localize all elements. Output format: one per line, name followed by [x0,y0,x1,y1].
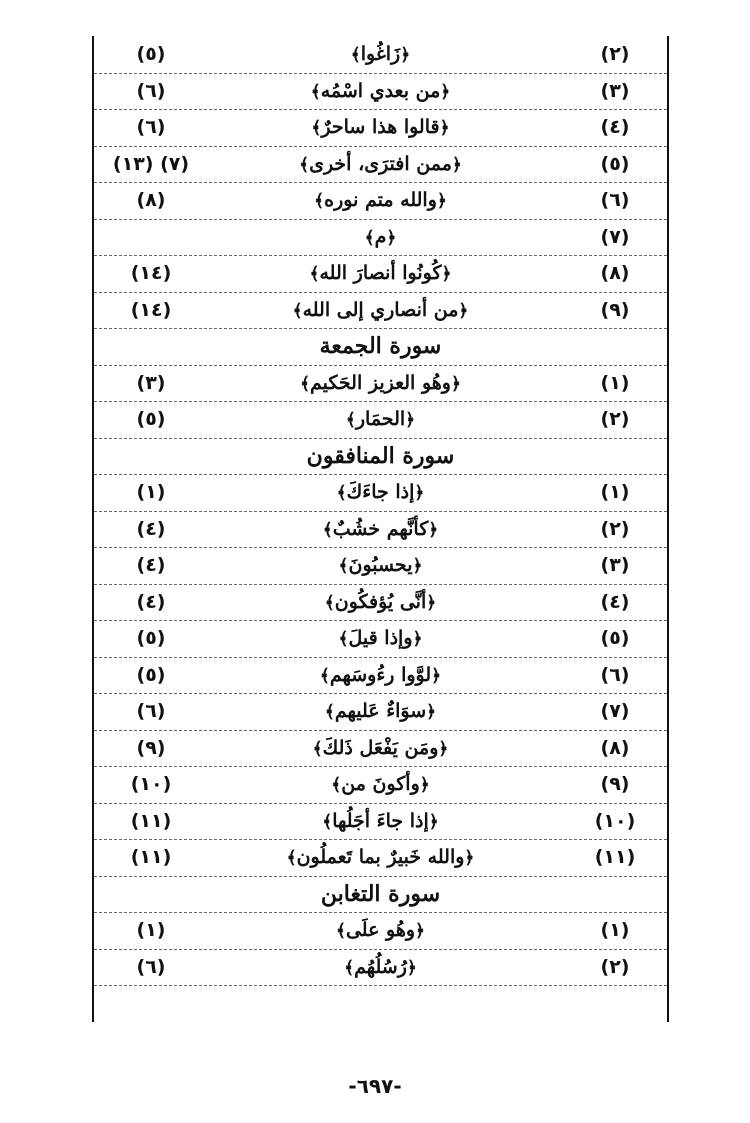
table-row [94,839,667,877]
ornate-bracket-open-icon: ﴿ [464,848,475,869]
reference-number: (١١) [130,846,172,869]
reference-number: (١٤) [130,262,172,285]
reference-number: (٦) [136,700,166,723]
ornate-bracket-close-icon: ﴾ [338,629,349,650]
ornate-bracket-close-icon: ﴾ [319,665,330,686]
reference-number: (١١) [130,809,172,832]
table-row [94,547,667,585]
reference-number: (١) [136,919,166,942]
ornate-bracket-open-icon: ﴿ [406,957,417,978]
surah-title: سورة الجمعة [319,333,442,360]
ornate-bracket-open-icon: ﴿ [415,921,426,942]
phrase-text: كأنَّهم خشُبٌ [332,517,429,540]
reference-number: (٥) [136,627,166,650]
table-row [94,584,667,622]
ornate-bracket-open-icon: ﴿ [386,227,397,248]
ornate-bracket-open-icon: ﴿ [436,191,447,212]
reference-number: (١٠) [130,773,172,796]
phrase-text: قالوا هذا ساحرٌ [321,116,440,139]
verse-number: (٩) [600,298,630,321]
ornate-bracket-open-icon: ﴿ [426,592,437,613]
ornate-bracket-open-icon: ﴿ [451,154,462,175]
phrase-text: رُسُلُهُم [354,955,407,978]
reference-number: (٥) [136,408,166,431]
ornate-bracket-close-icon: ﴾ [322,519,333,540]
reference-number: (١٤) [130,298,172,321]
ornate-bracket-open-icon: ﴿ [428,811,439,832]
verse-number: (٩) [600,773,630,796]
table-row [94,730,667,768]
phrase-text: م [374,225,387,248]
table-row [94,365,667,403]
ornate-bracket-close-icon: ﴾ [350,45,361,66]
table-row [94,36,667,74]
table-row [94,474,667,512]
phrase-text: الحمَار [355,408,406,431]
ornate-bracket-open-icon: ﴿ [439,118,450,139]
verse-number: (١) [600,919,630,942]
ornate-bracket-open-icon: ﴿ [419,775,430,796]
reference-number: (٦) [136,79,166,102]
phrase-text: يحسبُونَ [348,554,413,577]
surah-heading-row [94,328,667,366]
concordance-table [92,36,669,1022]
reference-number: (٥) [136,663,166,686]
ornate-bracket-open-icon: ﴿ [450,373,461,394]
verse-phrase [94,226,667,248]
phrase-text: من أنصاري إلى الله [302,298,459,321]
verse-number: (٣) [600,79,630,102]
verse-number: (٧) [600,225,630,248]
ornate-bracket-close-icon: ﴾ [345,410,356,431]
surah-title: سورة المنافقون [306,442,455,469]
reference-number: (٤) [136,554,166,577]
ornate-bracket-open-icon: ﴿ [405,410,416,431]
ornate-bracket-open-icon: ﴿ [438,738,449,759]
ornate-bracket-close-icon: ﴾ [324,592,335,613]
ornate-bracket-open-icon: ﴿ [428,519,439,540]
phrase-text: ومَن يَفْعَل ذَلكَ [322,736,439,759]
ornate-bracket-open-icon: ﴿ [412,629,423,650]
reference-number: (٦) [136,116,166,139]
table-row [94,620,667,658]
table-row [94,219,667,257]
table-row [94,766,667,804]
verse-number: (١١) [594,846,636,869]
ornate-bracket-close-icon: ﴾ [309,264,320,285]
verse-number: (٨) [600,262,630,285]
ornate-bracket-close-icon: ﴾ [314,191,325,212]
ornate-bracket-close-icon: ﴾ [312,738,323,759]
ornate-bracket-open-icon: ﴿ [431,665,442,686]
table-row [94,292,667,330]
table-row [94,912,667,950]
reference-number: (٧) (١٣) [112,152,190,175]
verse-number: (٢) [600,43,630,66]
ornate-bracket-open-icon: ﴿ [412,556,423,577]
ornate-bracket-close-icon: ﴾ [310,81,321,102]
table-row [94,182,667,220]
phrase-text: إذا جاءَكَ [346,481,415,504]
reference-number: (٨) [136,189,166,212]
ornate-bracket-open-icon: ﴿ [458,300,469,321]
ornate-bracket-close-icon: ﴾ [336,483,347,504]
table-row [94,803,667,841]
verse-number: (٦) [600,663,630,686]
ornate-bracket-close-icon: ﴾ [331,775,342,796]
verse-number: (٤) [600,116,630,139]
reference-number: (٩) [136,736,166,759]
table-row [94,73,667,111]
surah-heading-row [94,438,667,476]
verse-number: (٧) [600,700,630,723]
ornate-bracket-open-icon: ﴿ [426,702,437,723]
phrase-text: أنَّى يُؤفكُون [334,590,427,613]
ornate-bracket-close-icon: ﴾ [286,848,297,869]
ornate-bracket-close-icon: ﴾ [324,702,335,723]
verse-number: (٥) [600,627,630,650]
verse-number: (٢) [600,955,630,978]
phrase-text: كُونُوا أنصارَ الله [319,262,442,285]
verse-number: (٦) [600,189,630,212]
table-row [94,949,667,987]
ornate-bracket-close-icon: ﴾ [299,154,310,175]
page-number: -٦٩٧- [348,1074,402,1098]
ornate-bracket-close-icon: ﴾ [364,227,375,248]
reference-number: (٣) [136,371,166,394]
table-row [94,401,667,439]
phrase-text: من بعدي اسْمُه [320,79,441,102]
verse-number: (٤) [600,590,630,613]
reference-number: (١) [136,481,166,504]
verse-number: (١) [600,481,630,504]
ornate-bracket-close-icon: ﴾ [338,556,349,577]
reference-number: (٦) [136,955,166,978]
surah-heading-row [94,876,667,914]
table-row [94,146,667,184]
surah-title: سورة التغابن [320,880,441,907]
phrase-text: سوَاءٌ عَليهم [334,700,427,723]
ornate-bracket-open-icon: ﴿ [441,264,452,285]
phrase-text: وهُو علَى [345,919,416,942]
ornate-bracket-close-icon: ﴾ [335,921,346,942]
phrase-text: وأكونَ من [341,773,420,796]
phrase-text: والله متم نوره [324,189,437,212]
ornate-bracket-close-icon: ﴾ [322,811,333,832]
verse-number: (٢) [600,408,630,431]
phrase-text: لوَّوا رءُوسَهم [329,663,432,686]
ornate-bracket-open-icon: ﴿ [400,45,411,66]
table-row [94,511,667,549]
table-row [94,657,667,695]
verse-number: (٥) [600,152,630,175]
verse-number: (٣) [600,554,630,577]
ornate-bracket-close-icon: ﴾ [292,300,303,321]
verse-number: (٨) [600,736,630,759]
ornate-bracket-open-icon: ﴿ [440,81,451,102]
phrase-text: وهُو العزيز الحَكيم [310,371,451,394]
phrase-text: زَاغُوا [360,43,401,66]
phrase-text: والله خَبيرٌ بما تَعملُون [296,846,465,869]
ornate-bracket-close-icon: ﴾ [300,373,311,394]
phrase-text: ممن افترَى، أخرى [309,152,452,175]
table-row [94,693,667,731]
table-row [94,109,667,147]
verse-number: (٢) [600,517,630,540]
ornate-bracket-close-icon: ﴾ [344,957,355,978]
reference-number: (٤) [136,590,166,613]
verse-number: (١) [600,371,630,394]
ornate-bracket-open-icon: ﴿ [414,483,425,504]
phrase-text: إذا جاءَ أجَلُها [332,809,429,832]
verse-number: (١٠) [594,809,636,832]
phrase-text: وإذا قيلَ [348,627,413,650]
table-row [94,255,667,293]
reference-number: (٤) [136,517,166,540]
ornate-bracket-close-icon: ﴾ [311,118,322,139]
reference-number: (٥) [136,43,166,66]
